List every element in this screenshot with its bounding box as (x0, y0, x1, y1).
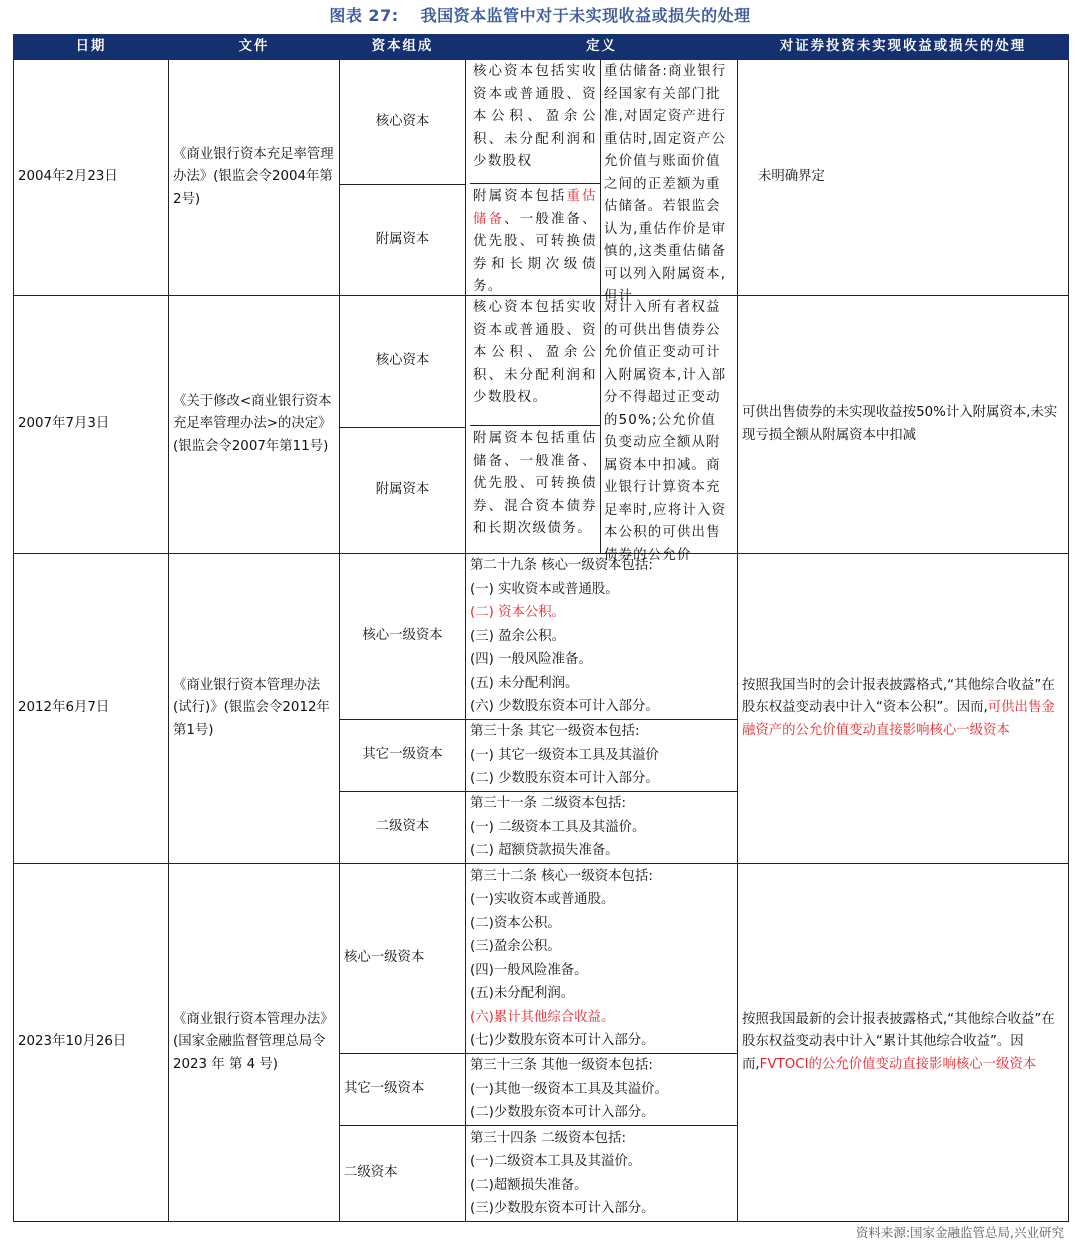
list-item: (二) 少数股东资本可计入部分。 (470, 771, 659, 787)
treatment-highlight: 可供出售金融资产的公允价值变动直接影响核心一级资本 (742, 700, 1055, 738)
header-treatment: 对证券投资未实现收益或损失的处理 (738, 35, 1069, 60)
capital-component-label: 二级资本 (340, 1126, 466, 1222)
row-date: 2004年2月23日 (14, 60, 169, 296)
list-item-highlight: (六)累计其他综合收益。 (470, 1009, 615, 1025)
capital-component-label: 二级资本 (340, 792, 466, 864)
source-note: 资料来源:国家金融监管总局,兴业研究 (855, 1225, 1064, 1240)
list-item-highlight: (二) 资本公积。 (470, 605, 566, 621)
table-row (14, 864, 1069, 1054)
list-item: 第三十三条 其他一级资本包括: (470, 1058, 653, 1074)
list-item: (四)一般风险准备。 (470, 962, 588, 978)
list-item: (二)资本公积。 (470, 915, 561, 931)
capital-component-label: 附属资本 (340, 185, 466, 296)
definition-list (466, 792, 738, 864)
definition-left (470, 60, 601, 295)
definition-list (466, 720, 738, 792)
definition-cell (466, 296, 738, 563)
capital-component-label: 核心资本 (340, 60, 466, 185)
table-row (14, 296, 1069, 428)
treatment-cell (738, 864, 1069, 1222)
supp-def-post: 、一般准备、优先股、可转换债券和长期次级债务。 (473, 211, 598, 294)
treatment-cell (738, 554, 1069, 864)
list-item: (一) 其它一级资本工具及其溢价 (470, 747, 659, 763)
list-item: 第二十九条 核心一级资本包括: (470, 558, 653, 574)
capital-component-label: 附属资本 (340, 427, 466, 554)
header-date: 日期 (14, 35, 169, 60)
definition-list (466, 554, 738, 720)
list-item: (三)盈余公积。 (470, 939, 561, 954)
capital-component-label: 其它一级资本 (340, 720, 466, 792)
definition-cell (466, 60, 738, 304)
treatment-cell: 可供出售债券的未实现收益按50%计入附属资本,未实现亏损全额从附属资本中扣减 (738, 296, 1069, 554)
row-date: 2023年10月26日 (14, 864, 169, 1222)
regulation-table (13, 34, 1069, 1222)
list-item: 第三十四条 二级资本包括: (470, 1130, 627, 1146)
capital-component-label: 核心一级资本 (340, 554, 466, 720)
figure-number: 图表 27: (329, 6, 399, 25)
capital-component-label: 核心资本 (340, 296, 466, 428)
list-item: (二)少数股东资本可计入部分。 (470, 1105, 655, 1121)
list-item: 第三十条 其它一级资本包括: (470, 724, 640, 740)
list-item: 第三十二条 核心一级资本包括: (470, 868, 653, 884)
definition-list (466, 864, 738, 1054)
list-item: (一)其他一级资本工具及其溢价。 (470, 1081, 668, 1097)
list-item: (五) 未分配利润。 (470, 675, 579, 691)
list-item: 第三十一条 二级资本包括: (470, 796, 627, 812)
supplementary-definition (473, 184, 597, 299)
header-document: 文件 (169, 35, 340, 60)
definition-right: 对计入所有者权益的可供出售债券公允价值正变动可计入附属资本,计入部分不得超过正变动的50%;公允价值负变动应全额从附属资本中扣减。商业银行计算资本充足率时,应将计入资本公积的可供出售债券的公允价 (604, 300, 727, 563)
figure-title (0, 4, 1080, 28)
core-definition: 核心资本包括实收资本或普通股、资本公积、盈余公积、未分配利润和少数股权。 (470, 297, 600, 426)
treatment-highlight: FVTOCI的公允价值变动直接影响核心一级资本 (759, 1056, 1037, 1072)
row-document: 《商业银行资本管理办法(试行)》(银监会令2012年第1号) (169, 554, 340, 864)
treatment-cell: 未明确界定 (738, 60, 1069, 296)
row-document: 《商业银行资本充足率管理办法》(银监会令2004年第2号) (169, 60, 340, 296)
table-header-row (14, 35, 1069, 60)
row-document: 《商业银行资本管理办法》(国家金融监督管理总局令 2023 年 第 4 号) (169, 864, 340, 1222)
supp-def-pre: 附属资本包括 (473, 189, 567, 204)
list-item: (一)实收资本或普通股。 (470, 892, 615, 907)
treatment-text: 按照我国最新的会计报表披露格式,“其他综合收益”在股东权益变动表中计入“累计其他综合收益”。因而, (742, 1011, 1055, 1072)
row-date: 2007年7月3日 (14, 296, 169, 554)
list-item: (三)少数股东资本可计入部分。 (470, 1201, 655, 1216)
list-item: (三) 盈余公积。 (470, 628, 566, 644)
list-item: (五)未分配利润。 (470, 986, 575, 1001)
capital-component-label: 其它一级资本 (340, 1054, 466, 1126)
definition-list (466, 1054, 738, 1126)
row-date: 2012年6月7日 (14, 554, 169, 864)
capital-component-label: 核心一级资本 (340, 864, 466, 1054)
supp-def-highlight: 重估储备 (473, 189, 598, 227)
list-item: (七)少数股东资本可计入部分。 (470, 1033, 655, 1048)
list-item: (四) 一般风险准备。 (470, 652, 592, 668)
header-definition: 定义 (466, 35, 738, 60)
supplementary-definition: 附属资本包括重估储备、一般准备、优先股、可转换债券、混合资本债券和长期次级债务。 (473, 431, 597, 536)
list-item: (一)二级资本工具及其溢价。 (470, 1154, 642, 1169)
definition-list (466, 1126, 738, 1222)
treatment-text: 按照我国当时的会计报表披露格式,“其他综合收益”在股东权益变动表中计入“资本公积”。因而, (742, 677, 1055, 716)
list-item: (二)超额损失准备。 (470, 1177, 588, 1193)
figure-title-text: 我国资本监管中对于未实现收益或损失的处理 (420, 6, 751, 25)
core-definition: 核心资本包括实收资本或普通股、资本公积、盈余公积、未分配利润和少数股权 (470, 61, 600, 184)
table-row (14, 60, 1069, 185)
definition-right: 重估储备:商业银行经国家有关部门批准,对固定资产进行重估时,固定资产公允价值与账面价值之间的正差额为重估储备。若银监会认为,重估作价是审慎的,这类重估储备可以列入附属资本,但计 (604, 64, 727, 304)
row-document: 《关于修改<商业银行资本充足率管理办法>的决定》(银监会令2007年第11号) (169, 296, 340, 554)
list-item: (一) 实收资本或普通股。 (470, 581, 619, 597)
header-capital-component: 资本组成 (340, 35, 466, 60)
list-item: (一) 二级资本工具及其溢价。 (470, 819, 646, 835)
list-item: (二) 超额贷款损失准备。 (470, 843, 619, 859)
list-item: (六) 少数股东资本可计入部分。 (470, 699, 659, 715)
table-row (14, 554, 1069, 720)
definition-left (470, 296, 601, 553)
